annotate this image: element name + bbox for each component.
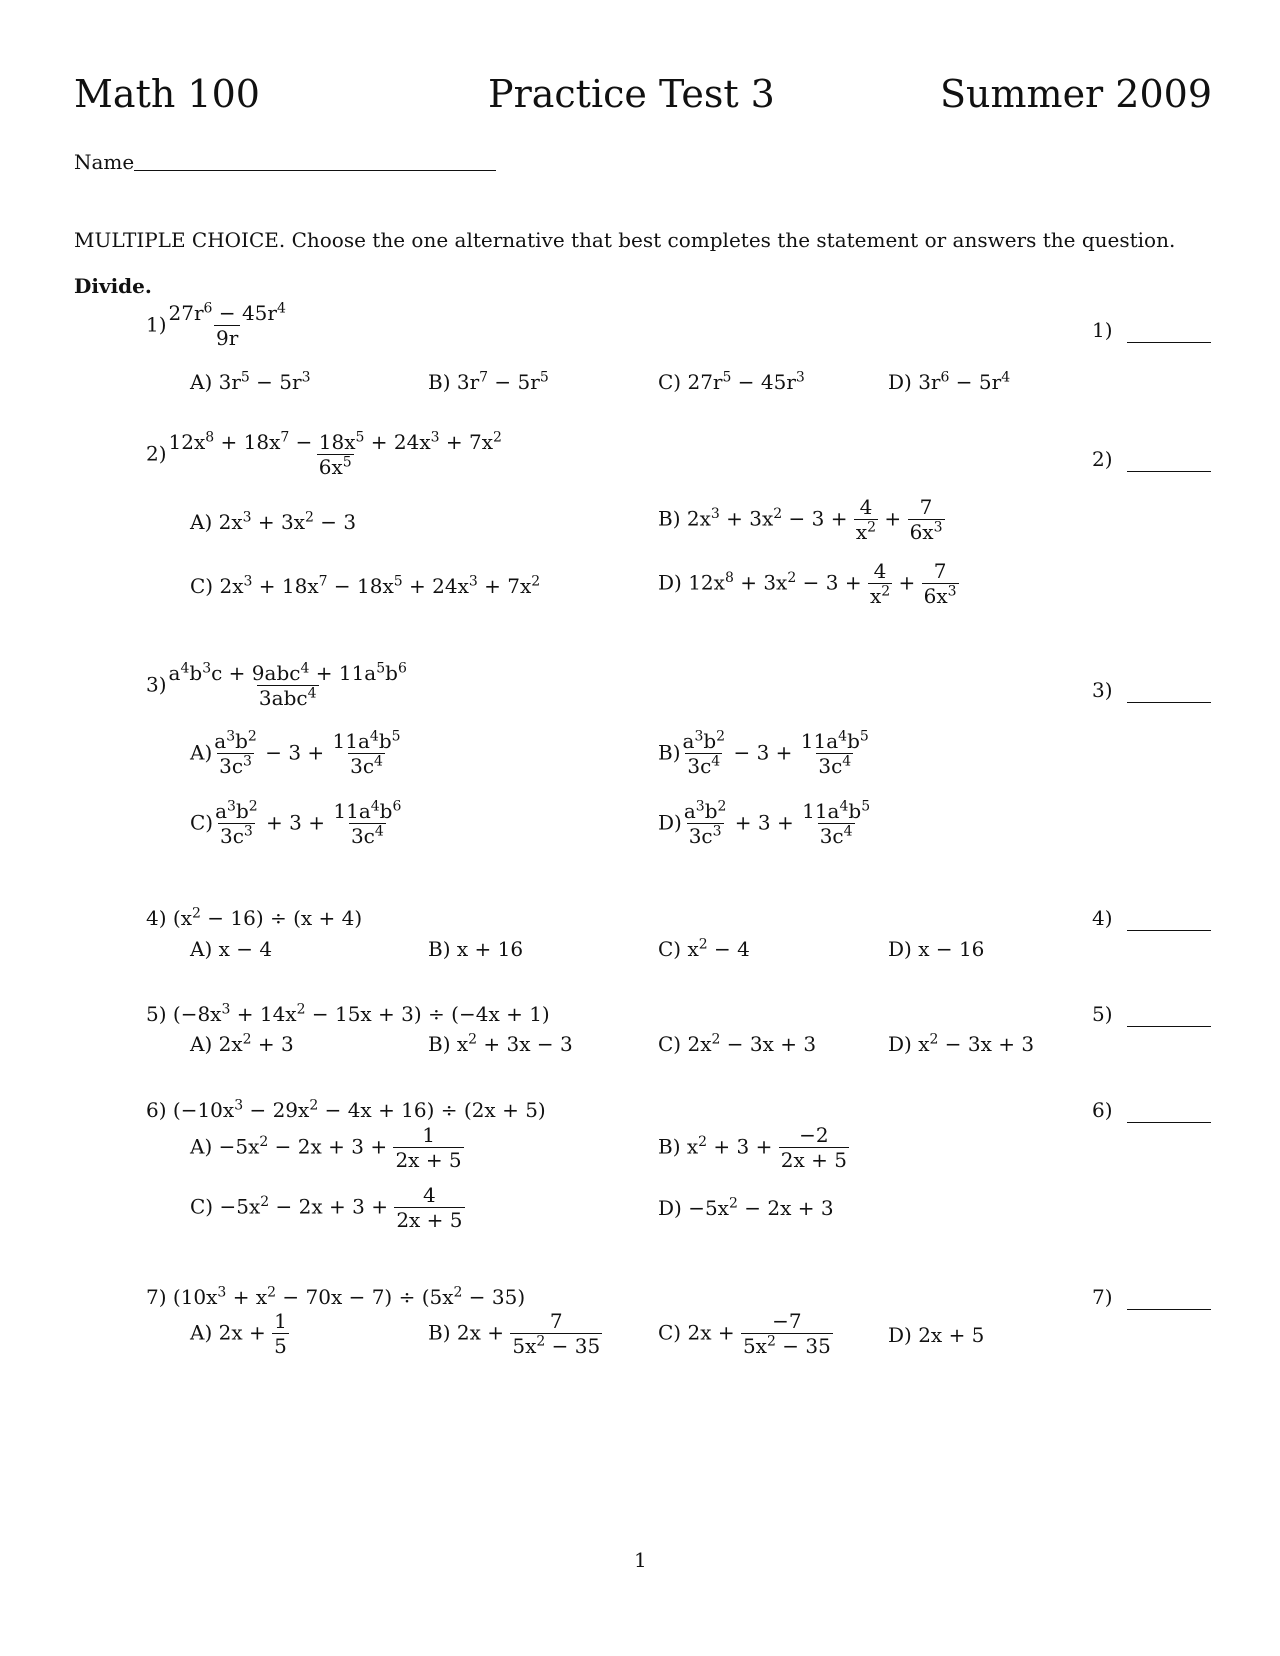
answer-blank[interactable]: [1127, 929, 1211, 931]
answer-slot[interactable]: [1092, 447, 1211, 472]
answer-slot[interactable]: [1092, 1002, 1211, 1027]
choice-letter: D): [888, 1323, 912, 1347]
question-number: 6): [146, 1098, 167, 1122]
choice-d[interactable]: D) $3r^6 - 5r^4$: [888, 369, 1011, 394]
question-number: 5): [146, 1002, 167, 1026]
answer-blank[interactable]: [1127, 1121, 1211, 1123]
choice-letter: B): [428, 370, 451, 394]
choice-d[interactable]: D) $x^2 - 3x + 3$: [888, 1031, 1035, 1056]
question-7: 7) $(10x^3 + x^2 - 70x - 7) \div (5x^2 - 35)$: [146, 1284, 526, 1309]
question-3: [146, 662, 409, 710]
choice-letter: B): [428, 1320, 451, 1345]
question-4: 4) $(x^2 - 16) \div (x + 4)$: [146, 905, 363, 930]
answer-label: 2): [1092, 447, 1113, 471]
choice-b[interactable]: B) $\frac{a^3b^2}{3c^4}$ − 3 + $\frac{11a^4b^5}{3c^4}$: [658, 728, 869, 778]
section-heading: Divide.: [74, 274, 152, 298]
choice-b[interactable]: B) x + 16: [428, 937, 524, 961]
choice-d[interactable]: D) $12x^8 + 3x^2 - 3$ + $\frac{4}{x^2}$ + $\frac{7}{6x^3}$: [658, 559, 957, 608]
choice-letter: A): [190, 937, 213, 961]
choice-d[interactable]: D) x − 16: [888, 937, 985, 961]
choice-letter: B): [428, 1032, 451, 1056]
question-5: 5) $(-8x^3 + 14x^2 - 15x + 3) \div (-4x + 1)$: [146, 1001, 550, 1026]
choice-letter: C): [190, 574, 214, 598]
answer-slot[interactable]: [1092, 906, 1211, 931]
choice-c[interactable]: C) $2x^2 - 3x + 3$: [658, 1031, 817, 1056]
choice-letter: A): [190, 1032, 213, 1056]
instructions: MULTIPLE CHOICE. Choose the one alternative that best completes the statement or answers the question.: [74, 228, 1176, 252]
choice-letter: C): [190, 1194, 214, 1219]
choice-letter: D): [888, 937, 912, 961]
choice-c[interactable]: C) $2x^3 + 18x^7 - 18x^5 + 24x^3 + 7x^2$: [190, 573, 541, 598]
choice-letter: A): [190, 370, 213, 394]
choice-letter: C): [658, 1032, 682, 1056]
answer-label: 7): [1092, 1285, 1113, 1309]
choice-b[interactable]: B) $x^2 + 3x - 3$: [428, 1031, 573, 1056]
question-number: 2): [146, 441, 167, 466]
answer-slot[interactable]: [1092, 1285, 1211, 1310]
answer-blank[interactable]: [1127, 701, 1211, 703]
choice-letter: A): [190, 740, 213, 765]
choice-c[interactable]: C) $\frac{a^3b^2}{3c^3}$ + 3 + $\frac{11a^4b^6}{3c^4}$: [190, 798, 402, 848]
choice-letter: C): [658, 1320, 682, 1345]
question-2: [146, 431, 504, 479]
choice-letter: B): [658, 506, 681, 531]
choice-c[interactable]: C) 2x + $\frac{-7}{5x^2 - 35}$: [658, 1309, 831, 1358]
course-title: Math 100: [74, 72, 260, 116]
name-line: [74, 150, 496, 174]
choice-letter: C): [658, 370, 682, 394]
choice-a[interactable]: $A) -5x^2 - 2x + 3$ + $\frac{1}{2x + 5}$: [190, 1123, 462, 1172]
choice-letter: D): [658, 810, 682, 835]
term-label: Summer 2009: [940, 72, 1213, 116]
choice-letter: A): [190, 510, 213, 534]
choice-a[interactable]: A) $3r^5 - 5r^3$: [190, 369, 311, 394]
answer-slot[interactable]: [1092, 318, 1211, 343]
question-1: [146, 302, 288, 350]
answer-blank[interactable]: [1127, 1308, 1211, 1310]
choice-c[interactable]: C) $27r^5 - 45r^3$: [658, 369, 805, 394]
choice-c[interactable]: $C) -5x^2 - 2x + 3$ + $\frac{4}{2x + 5}$: [190, 1183, 463, 1232]
choice-b[interactable]: B) 2x + $\frac{7}{5x^2 - 35}$: [428, 1309, 601, 1358]
choice-letter: D): [888, 1032, 912, 1056]
question-expression: $\frac{27r^6 - 45r^4}{9r}$: [168, 300, 286, 350]
page-number: 1: [634, 1548, 647, 1572]
choice-letter: D): [888, 370, 912, 394]
choice-a[interactable]: A) 2x + $\frac{1}{5}$: [190, 1309, 287, 1358]
choice-letter: C): [658, 937, 682, 961]
answer-label: 4): [1092, 906, 1113, 930]
choice-a[interactable]: A) x − 4: [190, 937, 273, 961]
answer-slot[interactable]: [1092, 1098, 1211, 1123]
answer-blank[interactable]: [1127, 341, 1211, 343]
page-title: Practice Test 3: [488, 72, 775, 116]
answer-label: 6): [1092, 1098, 1113, 1122]
answer-label: 5): [1092, 1002, 1113, 1026]
question-number: 3): [146, 672, 167, 697]
choice-letter: A): [190, 1320, 213, 1345]
choice-b[interactable]: B) $x^2 + 3$ + $\frac{-2}{2x + 5}$: [658, 1123, 847, 1172]
question-number: 1): [146, 312, 167, 337]
choice-letter: A): [190, 1134, 213, 1159]
question-expression: $\frac{a^4b^3c + 9abc^4 + 11a^5b^6}{3abc^4}$: [168, 660, 407, 710]
choice-a[interactable]: A) $2x^2 + 3$: [190, 1031, 294, 1056]
answer-label: 3): [1092, 678, 1113, 702]
question-expression: $\frac{12x^8 + 18x^7 - 18x^5 + 24x^3 + 7x^2}{6x^5}$: [168, 429, 502, 479]
choice-letter: C): [190, 810, 214, 835]
choice-d[interactable]: D) $\frac{a^3b^2}{3c^3}$ + 3 + $\frac{11a^4b^5}{3c^4}$: [658, 798, 871, 848]
name-label: Name: [74, 150, 135, 174]
choice-b[interactable]: B) $2x^3 + 3x^2 - 3$ + $\frac{4}{x^2}$ + $\frac{7}{6x^3}$: [658, 495, 943, 544]
question-number: 4): [146, 906, 167, 930]
choice-letter: D): [658, 570, 682, 595]
choice-letter: B): [658, 1134, 681, 1159]
choice-letter: B): [658, 740, 681, 765]
choice-a[interactable]: A) $\frac{a^3b^2}{3c^3}$ − 3 + $\frac{11a^4b^5}{3c^4}$: [190, 728, 401, 778]
choice-d[interactable]: D) 2x + 5: [888, 1323, 985, 1347]
choice-a[interactable]: A) $2x^3 + 3x^2 - 3$: [190, 509, 357, 534]
choice-d[interactable]: $D) -5x^2 - 2x + 3$: [658, 1195, 834, 1220]
choice-letter: B): [428, 937, 451, 961]
choice-b[interactable]: B) $3r^7 - 5r^5$: [428, 369, 549, 394]
answer-blank[interactable]: [1127, 1025, 1211, 1027]
question-number: 7): [146, 1285, 167, 1309]
answer-blank[interactable]: [1127, 470, 1211, 472]
answer-slot[interactable]: [1092, 678, 1211, 703]
answer-label: 1): [1092, 318, 1113, 342]
choice-c[interactable]: C) $x^2 - 4$: [658, 936, 750, 961]
question-6: 6) $(-10x^3 - 29x^2 - 4x + 16) \div (2x + 5)$: [146, 1097, 546, 1122]
name-blank[interactable]: [134, 169, 496, 171]
choice-letter: D): [658, 1196, 682, 1220]
